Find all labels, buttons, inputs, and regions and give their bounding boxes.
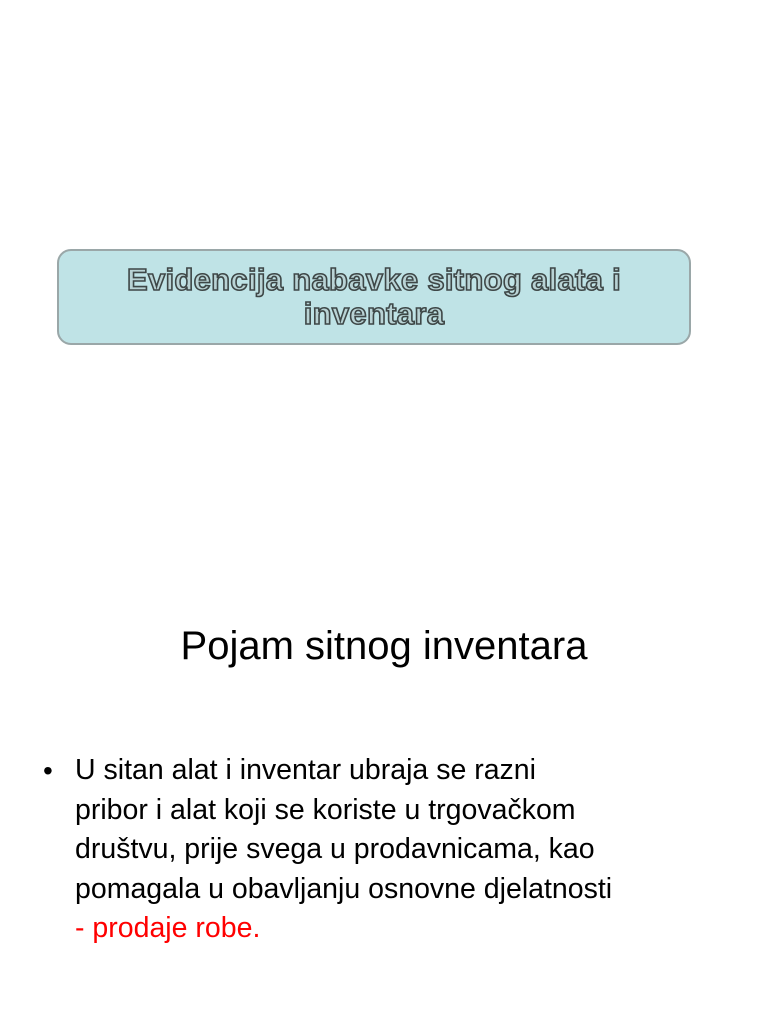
bullet-line-4: pomagala u obavljanju osnovne djelatnosti — [75, 872, 613, 905]
slide-content — [0, 512, 768, 1024]
bullet-line-1: U sitan alat i inventar ubraja se razni — [75, 754, 536, 786]
title-line-1: Evidencija nabavke sitnog alata i — [126, 262, 622, 297]
slide-heading: Pojam sitnog inventara — [180, 624, 588, 668]
title-line-2: inventara — [303, 296, 445, 331]
bullet-item — [43, 751, 743, 949]
bullet-list — [43, 751, 743, 949]
bullet-marker: • — [43, 755, 53, 786]
title-box — [57, 249, 691, 345]
slide-title-text — [94, 263, 654, 331]
bullet-line-2: pribor i alat koji se koriste u trgovačkom — [75, 793, 576, 826]
bullet-highlight-text: - prodaje robe. — [75, 912, 261, 944]
bullet-line-3: društvu, prije svega u prodavnicama, kao — [75, 833, 595, 865]
